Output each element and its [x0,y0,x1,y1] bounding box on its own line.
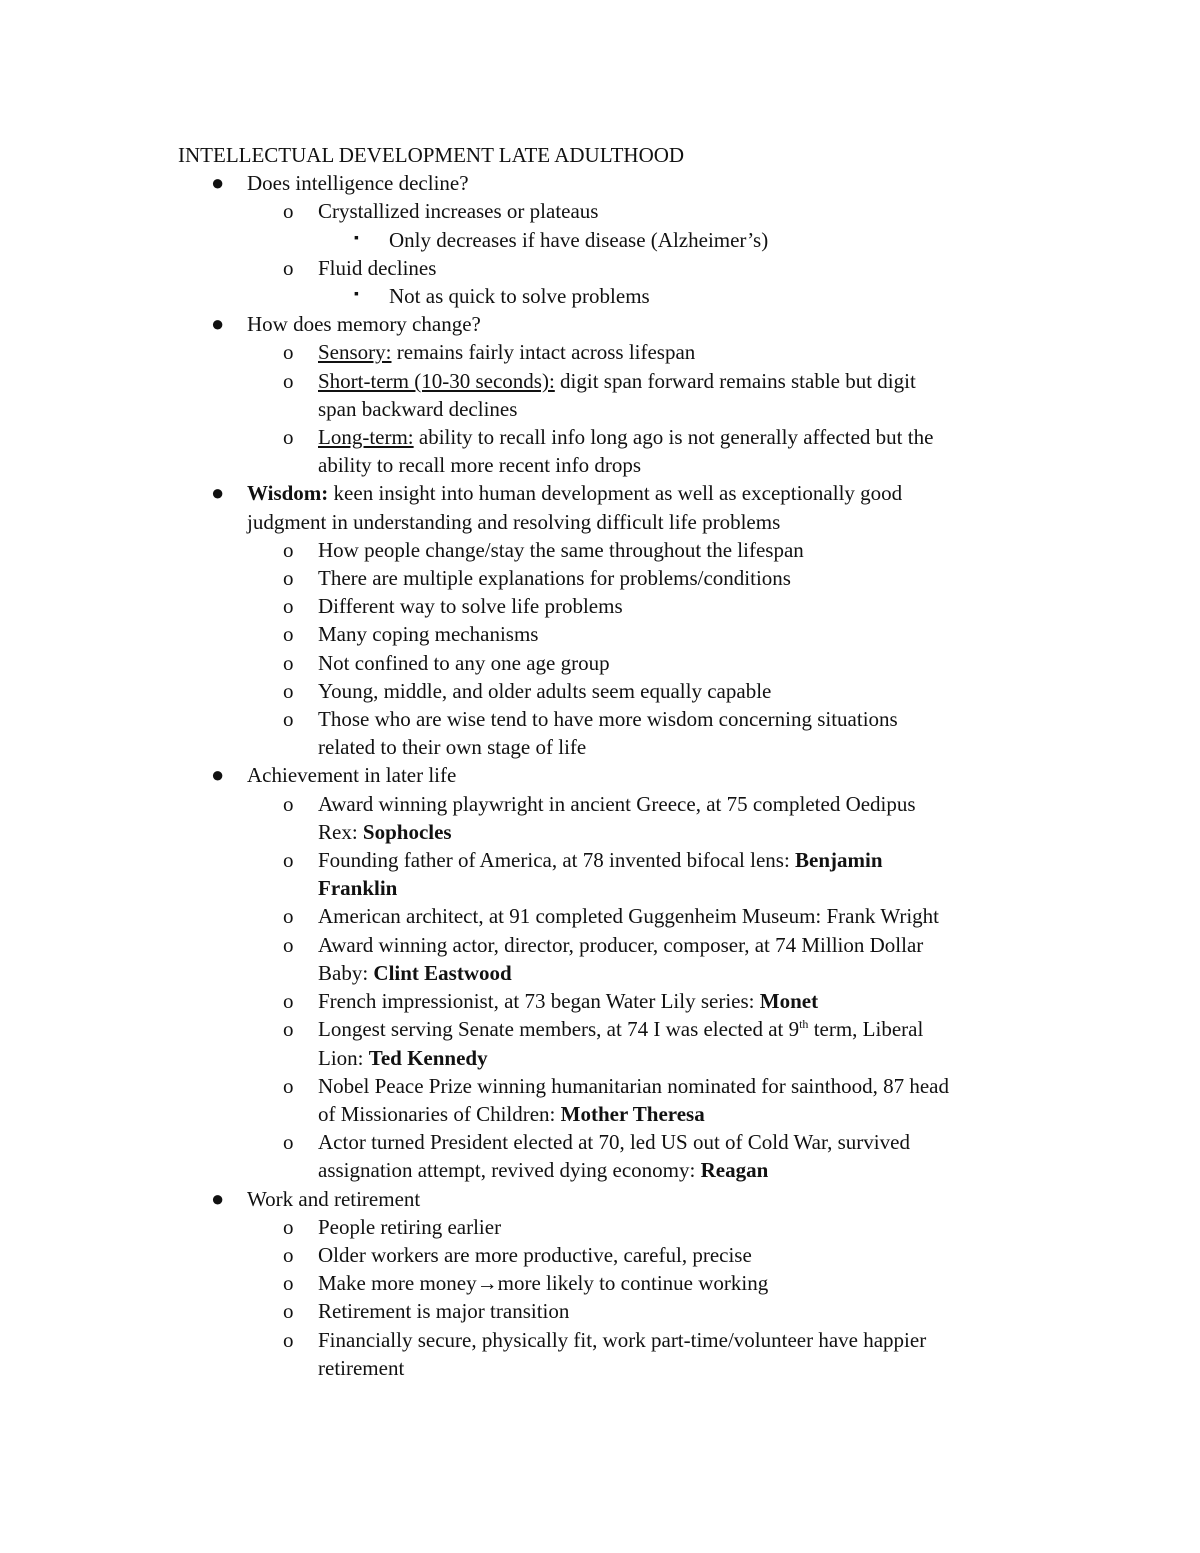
sub-item-text: Fluid declines [318,255,437,280]
bullet-marker: ● [211,762,225,788]
circle-marker: o [283,199,294,224]
sub-item-continuation [178,451,1038,479]
circle-marker: o [283,791,294,816]
sub-item [178,790,1038,818]
sub-sub-item-text: Only decreases if have disease (Alzheimer’s) [389,227,769,252]
sub-item [178,536,1038,564]
circle-marker: o [283,932,294,957]
circle-marker: o [283,848,294,873]
continuation-text: assignation attempt, revived dying economy: [318,1158,701,1183]
sub-item [178,367,1038,395]
sub-item [178,1269,1038,1297]
sub-item-text: Different way to solve life problems [318,594,623,619]
sub-item [178,1297,1038,1325]
circle-marker: o [283,566,294,591]
sub-item [178,197,1038,225]
sub-item [178,1213,1038,1241]
sub-sub-item [178,282,1038,310]
circle-marker: o [283,340,294,365]
continuation-text: Rex: [318,819,363,844]
circle-marker: o [283,904,294,929]
bullet-marker: ● [211,480,225,506]
circle-marker: o [283,1073,294,1098]
sub-item-text: Nobel Peace Prize winning humanitarian nominated for sainthood, 87 head [318,1073,949,1098]
sub-item-text: remains fairly intact across lifespan [391,340,696,365]
circle-marker: o [283,707,294,732]
sub-item-text: Not confined to any one age group [318,650,610,675]
ordinal-suffix: th [799,1017,809,1032]
continuation-text: retirement [318,1355,405,1380]
person-name: Reagan [700,1158,769,1183]
circle-marker: o [283,1271,294,1296]
square-marker: ▪ [354,287,359,303]
square-marker: ▪ [354,230,359,246]
sub-item-continuation [178,395,1038,423]
sub-item-text: Award winning actor, director, producer, composer, at 74 Million Dollar [318,932,924,957]
sub-item-text: Founding father of America, at 78 invented bifocal lens: [318,848,796,873]
bullet-item [178,310,1038,338]
sub-item-text: digit span forward remains stable but digit [554,368,916,393]
sub-item-text: Actor turned President elected at 70, led US out of Cold War, survived [318,1130,910,1155]
sub-item-text: Many coping mechanisms [318,622,539,647]
continuation-text: span backward declines [318,396,518,421]
sub-item-continuation [178,959,1038,987]
sub-item-continuation [178,1044,1038,1072]
sub-sub-item [178,226,1038,254]
continuation-text: ability to recall more recent info drops [318,453,642,478]
continuation-text: related to their own stage of life [318,735,587,760]
sub-item-continuation [178,874,1038,902]
sub-item-text: Award winning playwright in ancient Greece, at 75 completed Oedipus [318,791,916,816]
bullet-continuation [178,508,1038,536]
bullet-marker: ● [211,311,225,337]
sub-item [178,423,1038,451]
circle-marker: o [283,1214,294,1239]
circle-marker: o [283,1299,294,1324]
sub-item [178,677,1038,705]
sub-item [178,338,1038,366]
term-label: Sensory: [318,340,392,365]
sub-item-continuation [178,1156,1038,1184]
sub-item-continuation [178,733,1038,761]
bullet-item [178,479,1038,507]
sub-item-continuation [178,1100,1038,1128]
sub-item-text: Make more money [318,1271,477,1296]
sub-item-text: American architect, at 91 completed Guggenheim Museum: Frank Wright [318,904,940,929]
sub-item-continuation [178,818,1038,846]
circle-marker: o [283,1017,294,1042]
bullet-text: Work and retirement [247,1186,421,1211]
bullet-item [178,169,1038,197]
circle-marker: o [283,255,294,280]
person-name: Ted Kennedy [368,1045,488,1070]
document-page [178,141,1038,1382]
sub-item [178,987,1038,1015]
bullet-item [178,1185,1038,1213]
person-name: Franklin [318,876,398,901]
arrow-icon: → [476,1271,498,1296]
sub-item-text: People retiring earlier [318,1214,502,1239]
sub-item [178,846,1038,874]
circle-marker: o [283,650,294,675]
continuation-text: judgment in understanding and resolving difficult life problems [247,509,781,534]
sub-item [178,620,1038,648]
circle-marker: o [283,537,294,562]
continuation-text: of Missionaries of Children: [318,1101,561,1126]
sub-item [178,705,1038,733]
circle-marker: o [283,1130,294,1155]
sub-item-text: French impressionist, at 73 began Water Lily series: [318,989,760,1014]
circle-marker: o [283,368,294,393]
person-name: Mother Theresa [560,1101,705,1126]
bullet-text: How does memory change? [247,312,481,337]
sub-item-text: Young, middle, and older adults seem equally capable [318,678,772,703]
person-name: Clint Eastwood [373,960,512,985]
circle-marker: o [283,594,294,619]
sub-item-text: ability to recall info long ago is not generally affected but the [413,425,934,450]
sub-item-text: more likely to continue working [497,1271,769,1296]
circle-marker: o [283,989,294,1014]
sub-item [178,931,1038,959]
circle-marker: o [283,1242,294,1267]
term-label: Wisdom: [247,481,329,506]
sub-item-text: How people change/stay the same throughout the lifespan [318,537,804,562]
sub-item-text: term, Liberal [808,1017,924,1042]
circle-marker: o [283,622,294,647]
bullet-marker: ● [211,170,225,196]
sub-item [178,564,1038,592]
term-label: Long-term: [318,425,414,450]
sub-item [178,1015,1038,1043]
person-name: Monet [759,989,819,1014]
bullet-text: Achievement in later life [247,763,457,788]
continuation-text: Baby: [318,960,374,985]
sub-item-text: Financially secure, physically fit, work part-time/volunteer have happier [318,1327,927,1352]
circle-marker: o [283,1327,294,1352]
sub-item-continuation [178,1354,1038,1382]
sub-item-text: Retirement is major transition [318,1299,570,1324]
sub-item [178,592,1038,620]
sub-item [178,1072,1038,1100]
sub-sub-item-text: Not as quick to solve problems [389,284,650,309]
term-label: Short-term (10-30 seconds): [318,368,555,393]
sub-item [178,1241,1038,1269]
sub-item [178,649,1038,677]
sub-item-text: Older workers are more productive, careful, precise [318,1242,752,1267]
document-title: INTELLECTUAL DEVELOPMENT LATE ADULTHOOD [178,143,685,167]
sub-item-text: Crystallized increases or plateaus [318,199,599,224]
circle-marker: o [283,425,294,450]
bullet-item [178,761,1038,789]
sub-item-text: Those who are wise tend to have more wisdom concerning situations [318,707,898,732]
person-name: Sophocles [362,819,452,844]
bullet-marker: ● [211,1185,225,1211]
bullet-text: keen insight into human development as well as exceptionally good [328,481,903,506]
sub-item-text: There are multiple explanations for problems/conditions [318,566,791,591]
sub-item [178,254,1038,282]
sub-item [178,1128,1038,1156]
circle-marker: o [283,678,294,703]
person-name: Benjamin [795,848,883,873]
sub-item [178,1326,1038,1354]
continuation-text: Lion: [318,1045,369,1070]
bullet-text: Does intelligence decline? [247,171,469,196]
sub-item-text: Longest serving Senate members, at 74 I was elected at 9 [318,1017,800,1042]
sub-item [178,902,1038,930]
